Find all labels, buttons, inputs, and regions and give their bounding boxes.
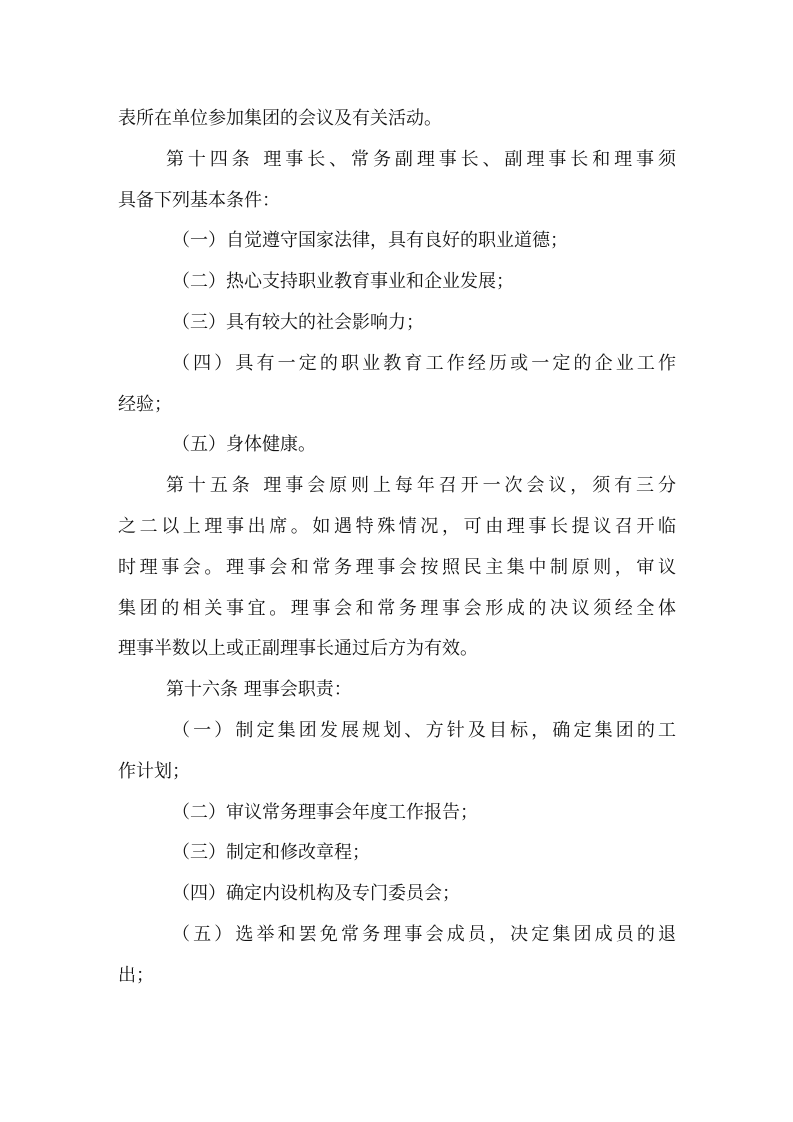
list-item: （三）制定和修改章程；: [172, 842, 370, 864]
text-line: 集团的相关事宜。理事会和常务理事会形成的决议须经全体: [118, 597, 676, 619]
text-line: 表所在单位参加集团的会议及有关活动。: [118, 108, 442, 129]
list-item: （四）具有一定的职业教育工作经历或一定的企业工作: [172, 352, 676, 374]
list-item: （二）审议常务理事会年度工作报告；: [172, 801, 478, 823]
list-item: （四）确定内设机构及专门委员会；: [172, 883, 460, 905]
list-item: （三）具有较大的社会影响力；: [172, 311, 424, 333]
list-item: （一）制定集团发展规划、方针及目标，确定集团的工: [172, 719, 676, 741]
text-line: 理事半数以上或正副理事长通过后方为有效。: [118, 638, 478, 660]
list-item: （一）自觉遵守国家法律，具有良好的职业道德；: [172, 230, 568, 252]
text-line: 出；: [118, 964, 154, 986]
list-item: （二）热心支持职业教育事业和企业发展；: [172, 271, 514, 293]
article-14-heading: 第十四条 理事长、常务副理事长、副理事长和理事须: [166, 148, 676, 170]
text-line: 作计划；: [118, 760, 190, 782]
text-line: 具备下列基本条件：: [118, 189, 280, 211]
document-body: [118, 99, 676, 997]
article-16-heading: 第十六条 理事会职责：: [166, 679, 352, 701]
text-line: 经验；: [118, 393, 172, 415]
article-15-heading: 第十五条 理事会原则上每年召开一次会议，须有三分: [166, 475, 676, 497]
text-line: 时理事会。理事会和常务理事会按照民主集中制原则，审议: [118, 556, 676, 578]
list-item: （五）选举和罢免常务理事会成员，决定集团成员的退: [172, 923, 676, 945]
text-line: 之二以上理事出席。如遇特殊情况，可由理事长提议召开临: [118, 515, 676, 537]
list-item: （五）身体健康。: [172, 434, 316, 456]
